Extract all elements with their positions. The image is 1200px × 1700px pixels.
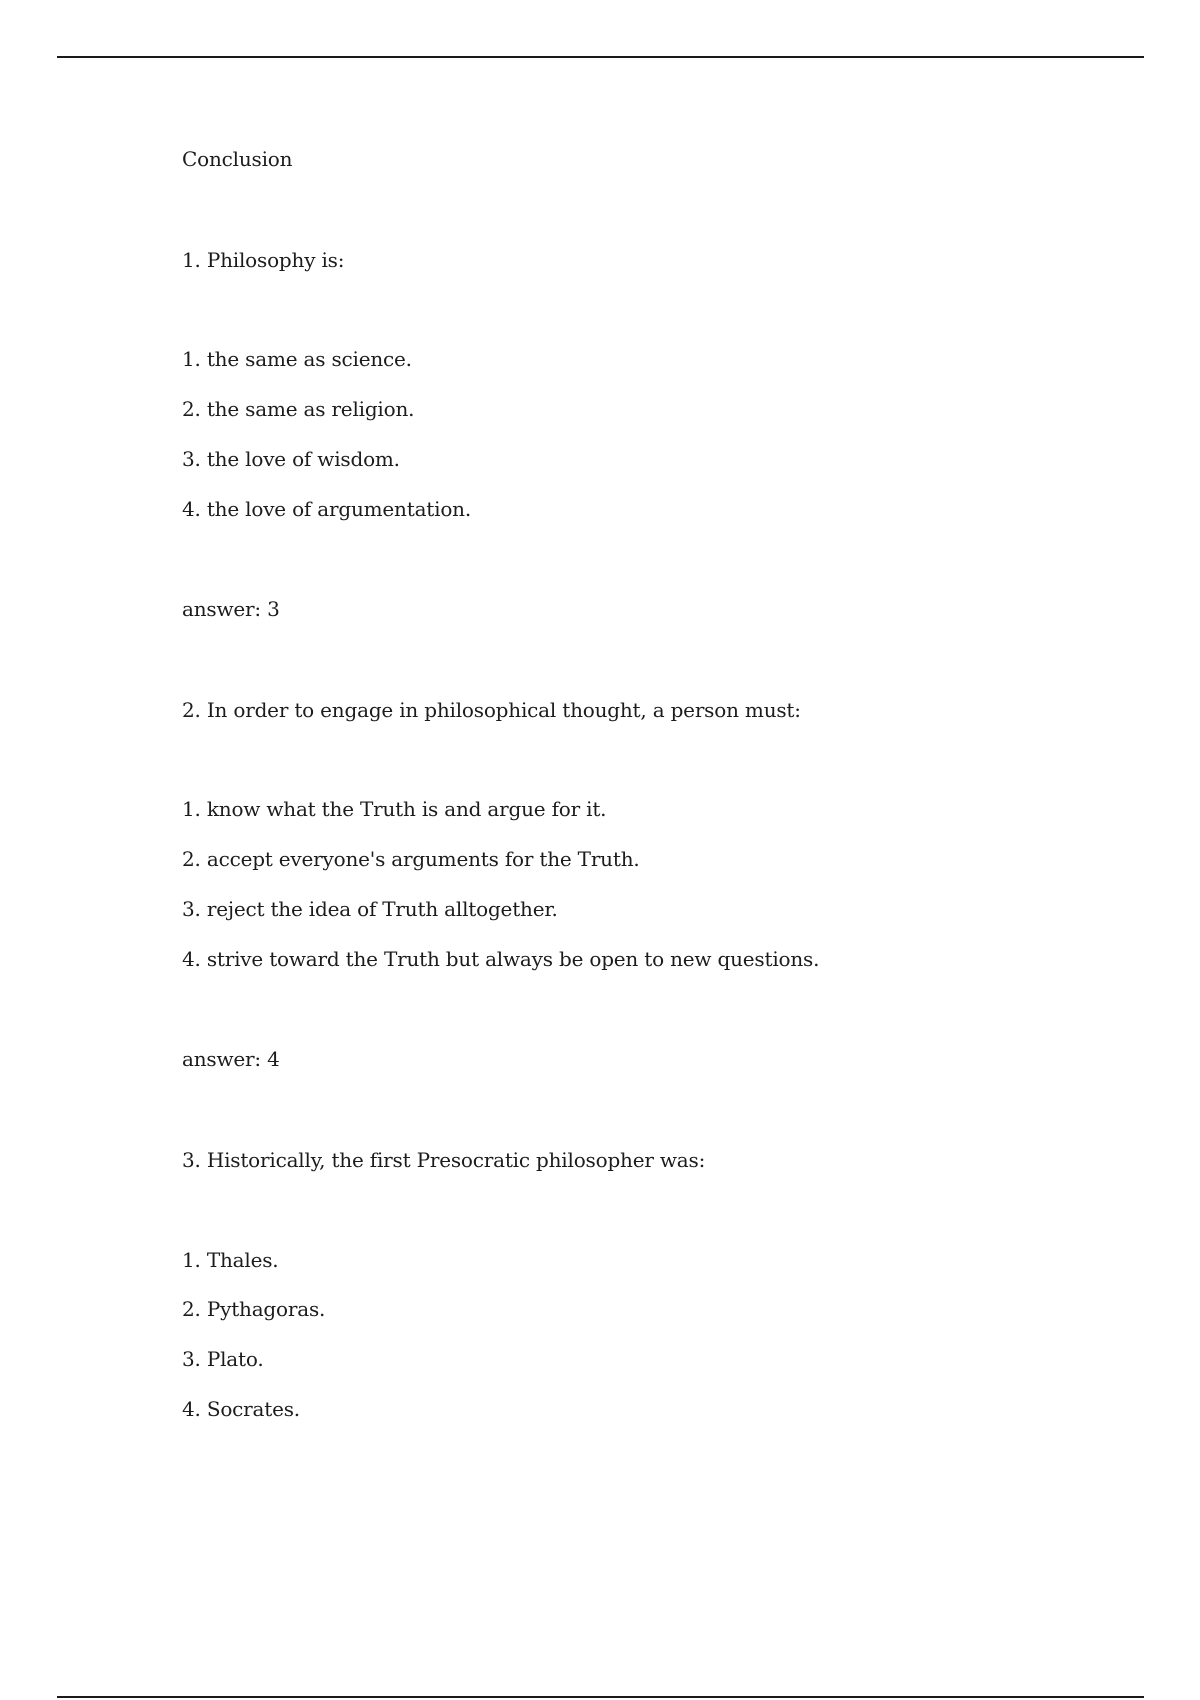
question-2-option-2: 2. accept everyone's arguments for the Truth. xyxy=(182,847,640,871)
question-1-option-2: 2. the same as religion. xyxy=(182,397,415,421)
footer-rule xyxy=(57,1696,1144,1698)
question-2-option-3: 3. reject the idea of Truth alltogether. xyxy=(182,897,558,921)
question-3-option-3: 3. Plato. xyxy=(182,1347,264,1371)
question-2-option-1: 1. know what the Truth is and argue for it. xyxy=(182,797,607,821)
question-2-answer: answer: 4 xyxy=(182,1047,280,1071)
header-rule xyxy=(57,56,1144,58)
question-1-option-3: 3. the love of wisdom. xyxy=(182,447,400,471)
question-1-option-4: 4. the love of argumentation. xyxy=(182,497,472,521)
question-1-option-1: 1. the same as science. xyxy=(182,347,412,371)
section-heading: Conclusion xyxy=(182,147,293,171)
question-3-option-4: 4. Socrates. xyxy=(182,1397,300,1421)
question-2-option-4: 4. strive toward the Truth but always be open to new questions. xyxy=(182,947,820,971)
question-3-option-2: 2. Pythagoras. xyxy=(182,1297,326,1321)
question-3-prompt: 3. Historically, the first Presocratic philosopher was: xyxy=(182,1148,706,1172)
question-2-prompt: 2. In order to engage in philosophical thought, a person must: xyxy=(182,698,801,722)
question-1-answer: answer: 3 xyxy=(182,597,280,621)
question-1-prompt: 1. Philosophy is: xyxy=(182,248,345,272)
question-3-option-1: 1. Thales. xyxy=(182,1248,279,1272)
